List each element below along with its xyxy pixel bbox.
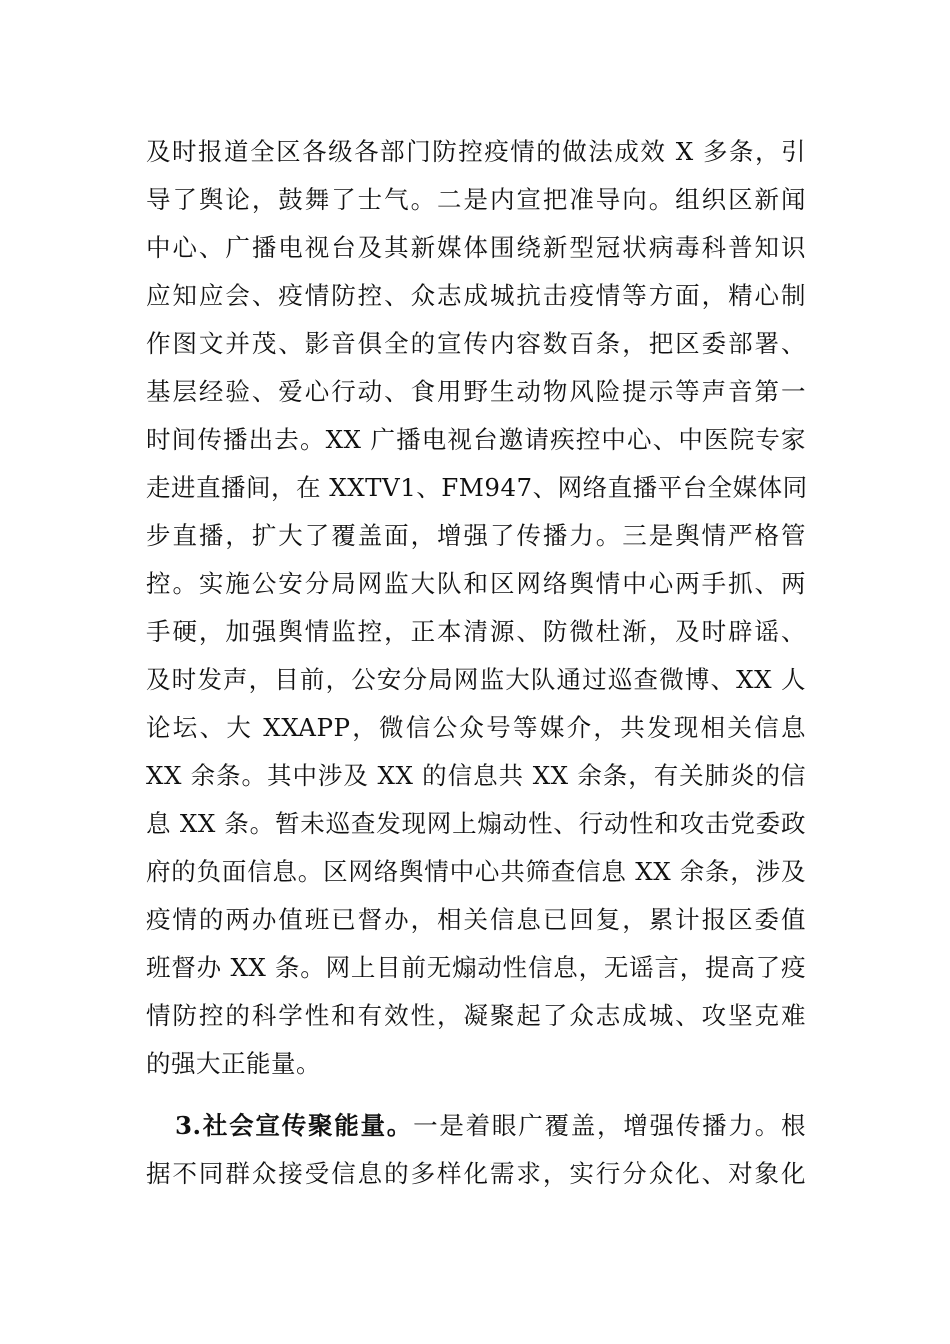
text-line: 步直播，扩大了覆盖面，增强了传播力。三是舆情严格管: [146, 521, 806, 550]
text-line: 及时报道全区各级各部门防控疫情的做法成效 X 多条，引: [146, 137, 806, 166]
section-heading-rest: 一是着眼广覆盖，增强传播力。根: [413, 1111, 807, 1140]
text-line: 疫情的两办值班已督办，相关信息已回复，累计报区委值: [146, 905, 806, 934]
document-body: [146, 128, 806, 1198]
paragraph-gap: [146, 1088, 806, 1102]
text-line: 应知应会、疫情防控、众志成城抗击疫情等方面，精心制: [146, 281, 806, 310]
text-line: 手硬，加强舆情监控，正本清源、防微杜渐，及时辟谣、: [146, 617, 806, 646]
text-line: 导了舆论，鼓舞了士气。二是内宣把准导向。组织区新闻: [146, 185, 806, 214]
text-line: 时间传播出去。XX 广播电视台邀请疾控中心、中医院专家: [146, 425, 806, 454]
text-line: XX 余条。其中涉及 XX 的信息共 XX 余条，有关肺炎的信: [146, 761, 806, 790]
text-line: 控。实施公安分局网监大队和区网络舆情中心两手抓、两: [146, 569, 806, 598]
section-heading: 3.社会宣传聚能量。: [175, 1111, 414, 1140]
text-line: 论坛、大 XXAPP，微信公众号等媒介，共发现相关信息: [146, 713, 806, 742]
text-line: 作图文并茂、影音俱全的宣传内容数百条，把区委部署、: [146, 329, 806, 358]
text-line: 的强大正能量。: [146, 1049, 321, 1078]
text-line: 班督办 XX 条。网上目前无煽动性信息，无谣言，提高了疫: [146, 953, 806, 982]
text-line: 情防控的科学性和有效性，凝聚起了众志成城、攻坚克难: [146, 1001, 806, 1030]
text-line: 基层经验、爱心行动、食用野生动物风险提示等声音第一: [146, 377, 806, 406]
text-line: 据不同群众接受信息的多样化需求，实行分众化、对象化: [146, 1159, 806, 1188]
text-line: 中心、广播电视台及其新媒体围绕新型冠状病毒科普知识: [146, 233, 806, 262]
text-line: 府的负面信息。区网络舆情中心共筛查信息 XX 余条，涉及: [146, 857, 806, 886]
text-line: 走进直播间，在 XXTV1、FM947、网络直播平台全媒体同: [146, 473, 808, 502]
text-line: 息 XX 条。暂未巡查发现网上煽动性、行动性和攻击党委政: [146, 809, 806, 838]
text-line: 及时发声，目前，公安分局网监大队通过巡查微博、XX 人: [146, 665, 806, 694]
section-heading-line: [146, 1102, 806, 1150]
